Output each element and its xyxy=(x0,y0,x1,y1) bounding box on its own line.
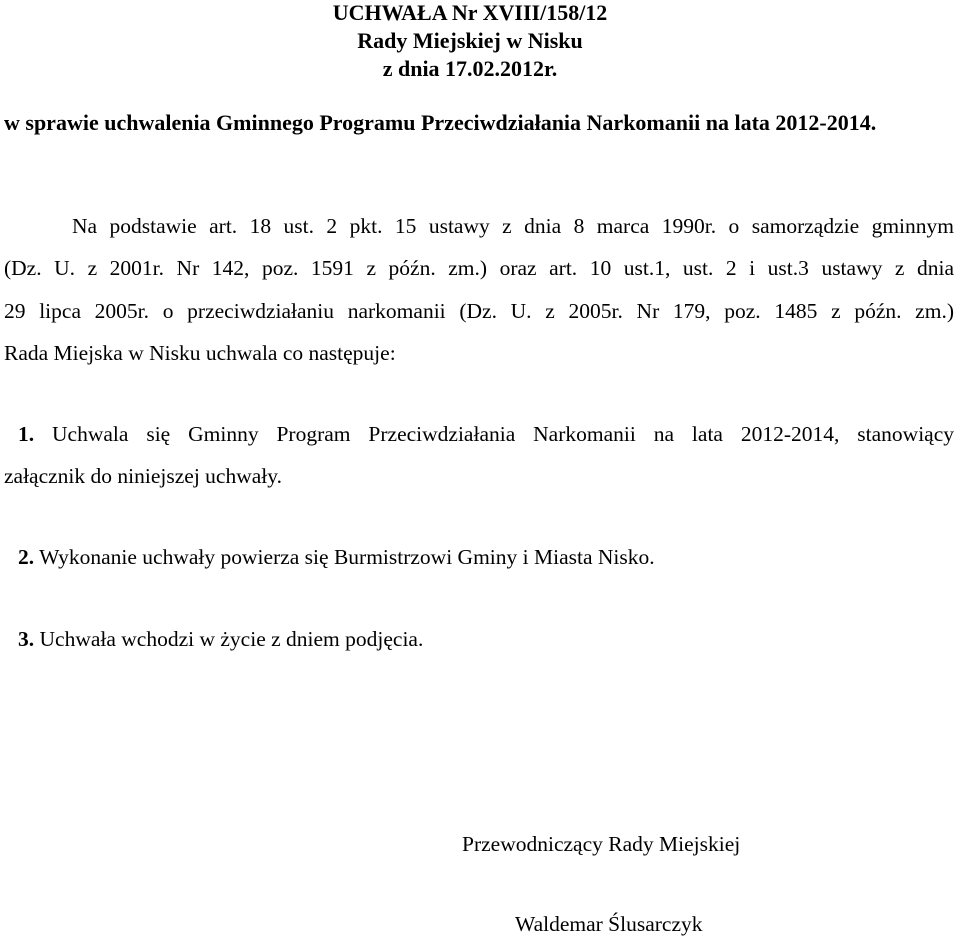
section-2-text: Wykonanie uchwały powierza się Burmistrzowi Gminy i Miasta Nisko. xyxy=(39,545,655,569)
resolution-issuer: Rady Miejskiej w Nisku xyxy=(357,28,583,53)
signature-role: Przewodniczący Rady Miejskiej xyxy=(462,832,741,856)
preamble-line-4: Rada Miejska w Nisku uchwala co następuje: xyxy=(4,341,396,365)
section-1-number: 1. xyxy=(18,422,35,446)
section-3 xyxy=(18,629,423,651)
resolution-date: z dnia 17.02.2012r. xyxy=(382,56,558,81)
resolution-subject: w sprawie uchwalenia Gminnego Programu Przeciwdziałania Narkomanii na lata 2012-2014. xyxy=(4,110,877,135)
section-1-text: Uchwala się Gminny Program Przeciwdziałania Narkomanii na lata 2012-2014, stanowiący xyxy=(52,422,954,446)
section-2-number: 2. xyxy=(18,545,35,569)
section-3-number: 3. xyxy=(18,627,35,651)
section-2 xyxy=(18,547,655,569)
resolution-title: UCHWAŁA Nr XVIII/158/12 xyxy=(332,0,608,25)
preamble-line-1: Na podstawie art. 18 ust. 2 pkt. 15 ustawy z dnia 8 marca 1990r. o samorządzie gminnym xyxy=(72,214,954,238)
preamble-line-2: (Dz. U. z 2001r. Nr 142, poz. 1591 z późn. zm.) oraz art. 10 ust.1, ust. 2 i ust.3 ustawy z dnia xyxy=(4,256,954,280)
preamble-line-3: 29 lipca 2005r. o przeciwdziałaniu narkomanii (Dz. U. z 2005r. Nr 179, poz. 1485 z późn. zm.) xyxy=(4,299,954,323)
section-1-continuation: załącznik do niniejszej uchwały. xyxy=(4,464,282,488)
section-3-text: Uchwała wchodzi w życie z dniem podjęcia. xyxy=(39,627,424,651)
section-1 xyxy=(18,424,954,446)
signature-name: Waldemar Ślusarczyk xyxy=(515,912,703,936)
